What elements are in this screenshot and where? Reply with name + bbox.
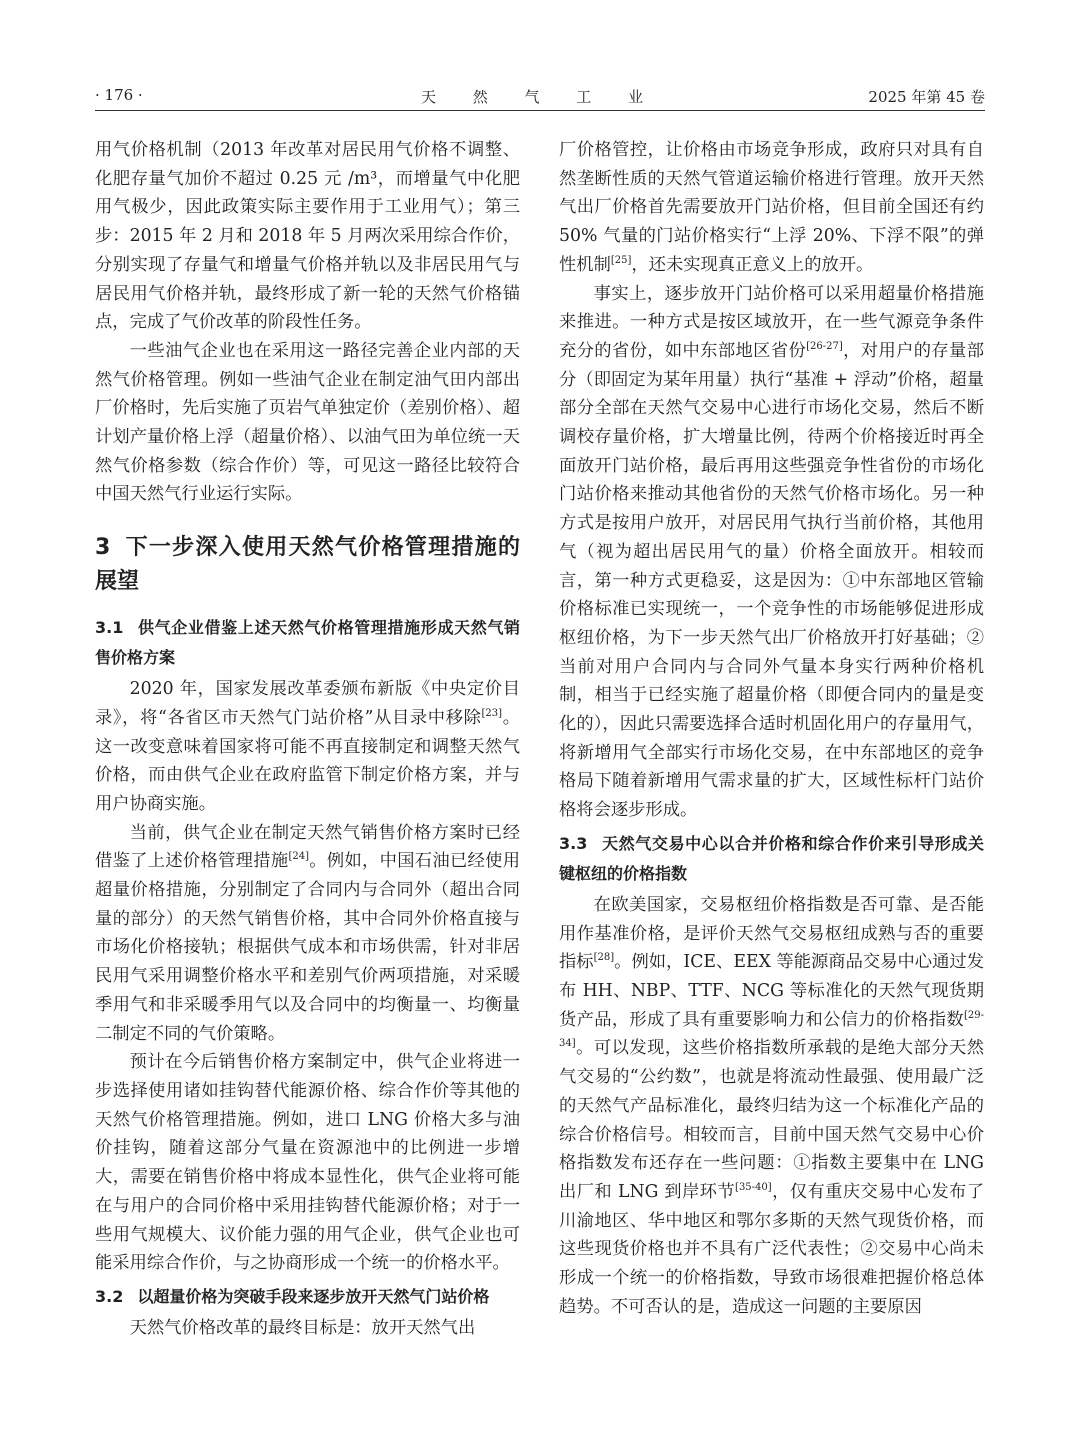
subsection-number: 3.3 <box>559 833 588 853</box>
paragraph-text: 厂价格管控，让价格由市场竞争形成，政府只对具有自然垄断性质的天然气管道运输价格进行管理。放开天然气出厂价格首先需要放开门站价格，但目前全国还有约 50% 气量的门站价格实行“上浮 20%、下浮不限”的弹性机制 <box>559 140 984 275</box>
left-column <box>95 136 520 1343</box>
paragraph-text: 在欧美国家，交易枢纽价格指数是否可靠、是否能用作基准价格，是评价天然气交易枢纽成熟与否的重要指标 <box>559 894 984 973</box>
citation-ref: [35-40] <box>735 1182 772 1194</box>
paragraph-text: 当前，供气企业在制定天然气销售价格方案时已经借鉴了上述价格管理措施 <box>95 822 520 872</box>
subsection-title: 以超量价格为突破手段来逐步放开天然气门站价格 <box>137 1286 490 1306</box>
paragraph <box>559 891 984 1322</box>
paragraph-text: 。这一改变意味着国家将可能不再直接制定和调整天然气价格，而由供气企业在政府监管下制定价格方案，并与用户协商实施。 <box>95 707 520 814</box>
paragraph <box>559 136 984 280</box>
right-column <box>559 136 984 1321</box>
running-header <box>95 84 985 111</box>
citation-ref: [23] <box>481 708 503 720</box>
section-heading <box>95 531 520 599</box>
subsection-title: 供气企业借鉴上述天然气价格管理措施形成天然气销售价格方案 <box>95 618 520 668</box>
paragraph-text: ，对用户的存量部分（即固定为某年用量）执行“基准 + 浮动”价格，超量部分全部在天然气交易中心进行市场化交易，然后不断调校存量价格，扩大增量比例，待两个价格接近时再全面放开门站价格，最后再用这些强竞争性省份的市场化门站价格来推动其他省份的天然气价格市场化。另一种方式是按用户放开，对居民用气执行当前价格，其他用气（视为超出居民用气的量）价格全面放开。相较而言，第一种方式更稳妥，这是因为：①中东部地区管输价格标准已实现统一，一个竞争性的市场能够促进形成枢纽价格，为下一步天然气出厂价格放开打好基础；②当前对用户合同内与合同外气量本身实行两种价格机制，相当于已经实施了超量价格（即便合同内的量是变化的），因此只需要选择合适时机固化用户的存量用气，将新增用气全部实行市场化交易，在中东部地区的竞争格局下随着新增用气需求量的扩大，区域性标杆门站价格将会逐步形成。 <box>559 340 984 821</box>
citation-ref: [24] <box>288 851 309 863</box>
journal-issue: 2025 年第 45 卷 <box>868 88 985 106</box>
subsection-title: 天然气交易中心以合并价格和综合作价来引导形成关键枢纽的价格指数 <box>559 833 984 883</box>
paragraph <box>559 280 984 825</box>
paragraph: 用气价格机制（2013 年改革对居民用气价格不调整、化肥存量气加价不超过 0.25 元 /m³，而增量气中化肥用气极少，因此政策实际主要作用于工业用气）；第三步：2015 年 2 月和 2018 年 5 月两次采用综合作价，分别实现了存量气和增量气价格并轨以及非居民用气与居民用气价格并轨，最终形成了新一轮的天然气价格锚点，完成了气价改革的阶段性任务。 <box>95 140 520 333</box>
citation-ref: [25] <box>610 255 632 267</box>
section-number: 3 <box>95 535 111 561</box>
subsection-heading <box>95 1282 520 1312</box>
paragraph <box>95 819 520 1049</box>
paragraph-text: 。例如，ICE、EEX 等能源商品交易中心通过发布 HH、NBP、TTF、NCG 等标准化的天然气现货期货产品，形成了具有重要影响力和公信力的价格指数 <box>559 952 984 1030</box>
paragraph-text: 事实上，逐步放开门站价格可以采用超量价格措施来推进。一种方式是按区域放开，在一些气源竞争条件充分的省份，如中东部地区省份 <box>559 283 984 361</box>
subsection-number: 3.1 <box>95 618 124 638</box>
paragraph: 预计在今后销售价格方案制定中，供气企业将进一步选择使用诸如挂钩替代能源价格、综合作价等其他的天然气价格管理措施。例如，进口 LNG 价格大多与油价挂钩，随着这部分气量在资源池中的比例进一步增大，需要在销售价格中将成本显性化，供气企业将可能在与用户的合同价格中采用挂钩替代能源价格；对于一些用气规模大、议价能力强的用气企业，供气企业也可能采用综合作价，与之协商形成一个统一的价格水平。 <box>95 1052 520 1274</box>
paragraph: 一些油气企业也在采用这一路径完善企业内部的天然气价格管理。例如一些油气企业在制定油气田内部出厂价格时，先后实施了页岩气单独定价（差别价格）、超计划产量价格上浮（超量价格）、以油气田为单位统一天然气价格参数（综合作价）等，可见这一路径比较符合中国天然气行业运行实际。 <box>95 340 520 505</box>
subsection-heading <box>559 829 984 889</box>
subsection-heading <box>95 613 520 673</box>
paragraph-text: ，还未实现真正意义上的放开。 <box>631 254 874 275</box>
citation-ref: [29-34] <box>559 1009 984 1050</box>
citation-ref: [26-27] <box>806 341 843 353</box>
subsection-number: 3.2 <box>95 1286 124 1306</box>
paragraph-text: 。例如，中国石油已经使用超量价格措施，分别制定了合同内与合同外（超出合同量的部分）的天然气销售价格，其中合同外价格直接与市场化价格接轨；根据供气成本和市场供需，针对非居民用气采用调整价格水平和差别气价两项措施，对采暖季用气和非采暖季用气以及合同中的均衡量一、均衡量二制定不同的气价策略。 <box>95 851 520 1044</box>
citation-ref: [28] <box>593 952 615 964</box>
paragraph-text: ，仅有重庆交易中心发布了川渝地区、华中地区和鄂尔多斯的天然气现货价格，而这些现货价格也并不具有广泛代表性；②交易中心尚未形成一个统一的价格指数，导致市场很难把握价格总体趋势。不可否认的是，造成这一问题的主要原因 <box>559 1181 984 1317</box>
paragraph <box>95 675 520 819</box>
paragraph-text: 2020 年，国家发展改革委颁布新版《中央定价目录》，将“各省区市天然气门站价格”从目录中移除 <box>95 679 520 728</box>
paragraph: 天然气价格改革的最终目标是：放开天然气出 <box>129 1317 476 1338</box>
journal-name: 天 然 气 工 业 <box>420 88 660 106</box>
section-title: 下一步深入使用天然气价格管理措施的展望 <box>95 535 520 595</box>
paragraph-text: 。可以发现，这些价格指数所承载的是绝大部分天然气交易的“公约数”，也就是将流动性最强、使用最广泛的天然气产品标准化，最终归结为这一个标准化产品的综合价格信号。相较而言，目前中国天然气交易中心价格指数发布还存在一些问题：①指数主要集中在 LNG 出厂和 LNG 到岸环节 <box>559 1038 984 1202</box>
page-number: · 176 · <box>95 86 143 104</box>
